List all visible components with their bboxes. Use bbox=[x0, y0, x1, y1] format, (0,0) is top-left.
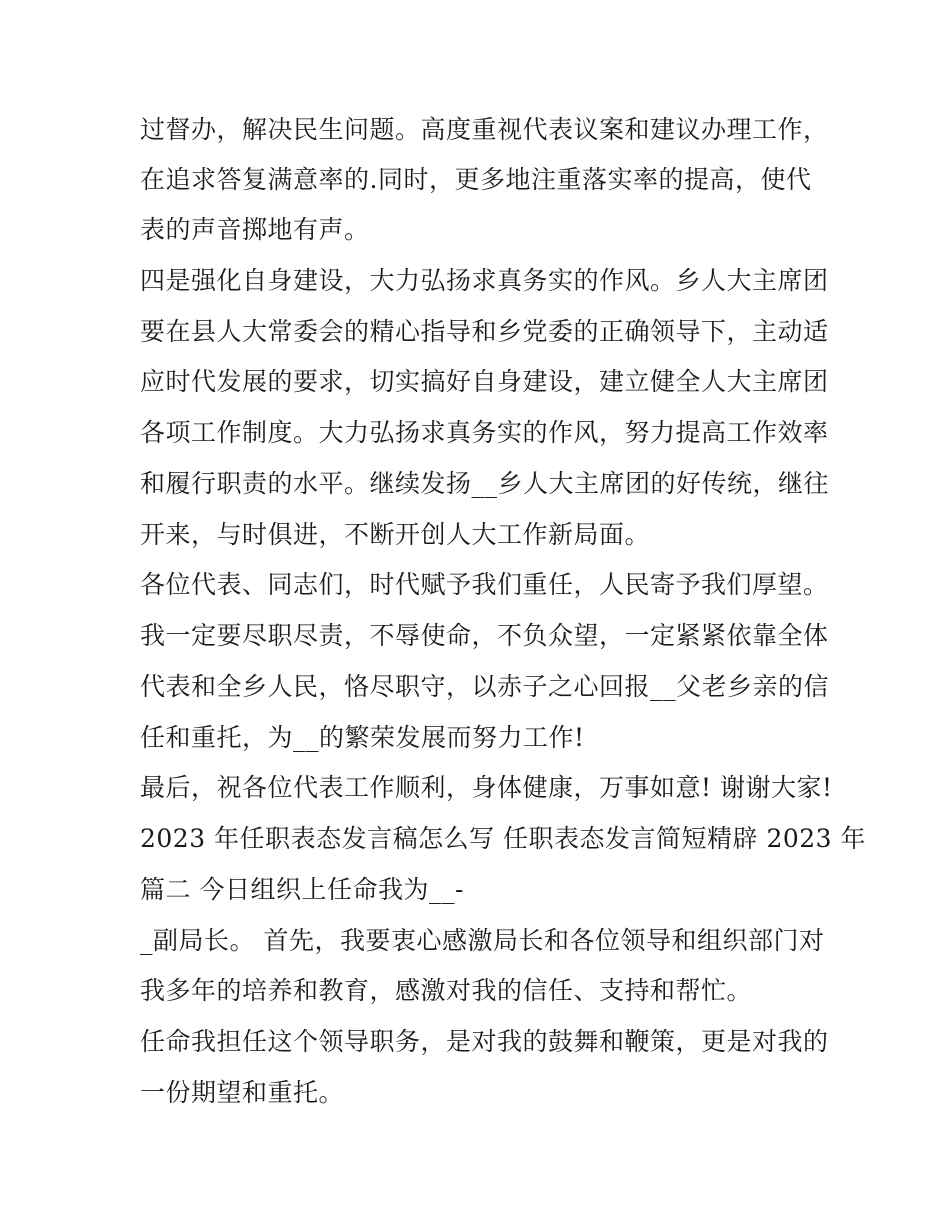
text-line: 过督办，解决民生问题。高度重视代表议案和建议办理工作， bbox=[140, 115, 829, 144]
text-line: 四是强化自身建设，大力弘扬求真务实的作风。乡人大主席团 bbox=[140, 266, 829, 295]
text-line: 一份期望和重托。 bbox=[140, 1078, 345, 1107]
text-line: 各项工作制度。大力弘扬求真务实的作风，努力提高工作效率 bbox=[140, 418, 829, 447]
text-line: 我多年的培养和教育，感激对我的信任、支持和帮忙。 bbox=[140, 976, 753, 1005]
text-line: 最后，祝各位代表工作顺利，身体健康，万事如意! 谢谢大家! bbox=[140, 773, 833, 802]
text-line: 我一定要尽职尽责，不辱使命，不负众望，一定紧紧依靠全体 bbox=[140, 621, 829, 650]
text-line: 应时代发展的要求，切实搞好自身建设，建立健全人大主席团 bbox=[140, 367, 829, 396]
text-line: 表的声音掷地有声。 bbox=[140, 215, 370, 244]
text-line: 篇二 今日组织上任命我为__- bbox=[140, 875, 464, 904]
text-line: 开来，与时俱进，不断开创人大工作新局面。 bbox=[140, 520, 651, 549]
text-line: 2023 年任职表态发言稿怎么写 任职表态发言简短精辟 2023 年 bbox=[140, 824, 867, 853]
text-line: 各位代表、同志们，时代赋予我们重任，人民寄予我们厚望。 bbox=[140, 570, 829, 599]
text-line: 代表和全乡人民，恪尽职守，以赤子之心回报__父老乡亲的信 bbox=[140, 672, 830, 701]
text-line: _副局长。 首先，我要衷心感激局长和各位领导和组织部门对 bbox=[140, 926, 825, 955]
text-line: 任和重托，为__的繁荣发展而努力工作! bbox=[140, 723, 585, 752]
text-line: 在追求答复满意率的.同时，更多地注重落实率的提高，使代 bbox=[140, 165, 812, 194]
text-line: 和履行职责的水平。继续发扬__乡人大主席团的好传统，继往 bbox=[140, 469, 830, 498]
text-line: 要在县人大常委会的精心指导和乡党委的正确领导下，主动适 bbox=[140, 317, 829, 346]
text-line: 任命我担任这个领导职务，是对我的鼓舞和鞭策，更是对我的 bbox=[140, 1027, 829, 1056]
